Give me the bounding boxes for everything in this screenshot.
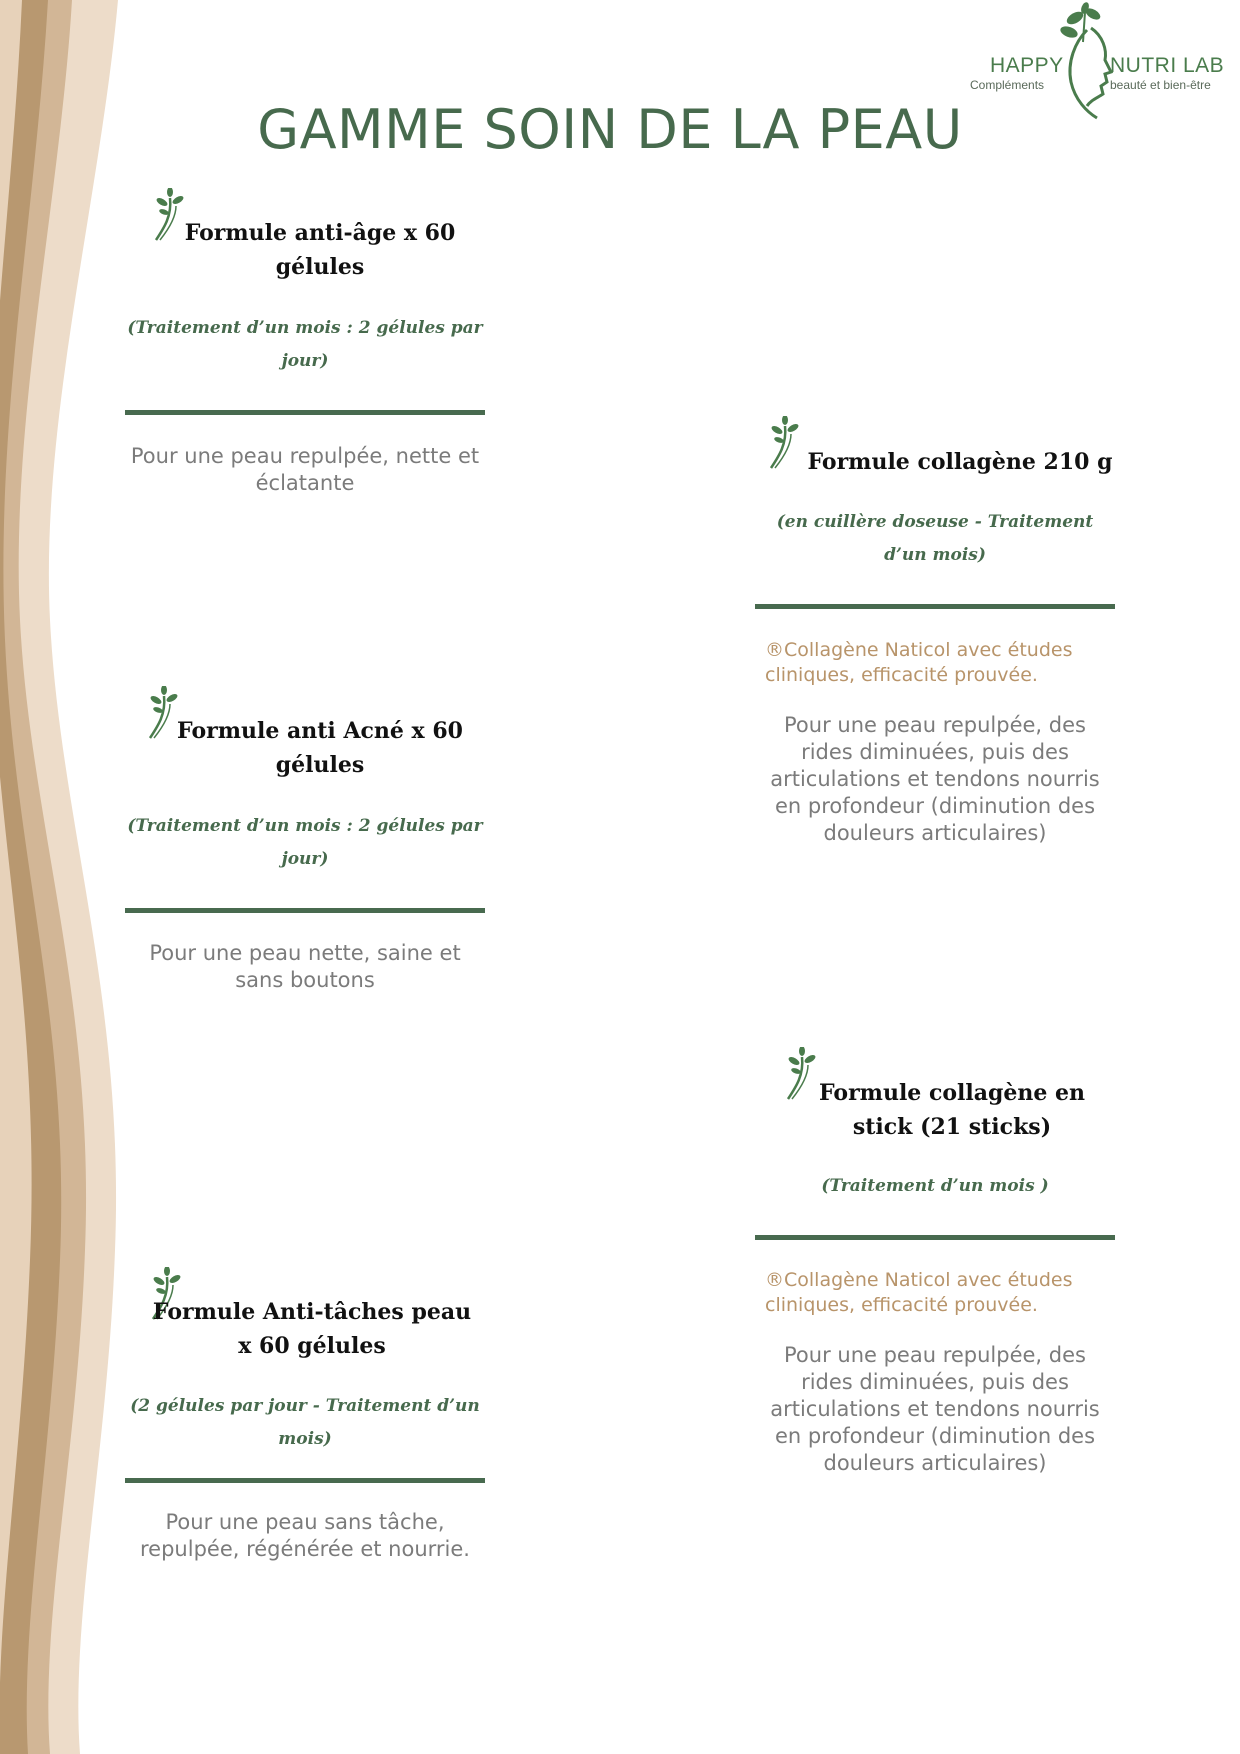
page-title: GAMME SOIN DE LA PEAU [257, 98, 963, 161]
leaf-sprig-icon [765, 416, 799, 470]
product-note: ®Collagène Naticol avec études cliniques, efficacité prouvée. [765, 639, 1073, 686]
divider-line [755, 604, 1115, 609]
product-description: Pour une peau repulpée, des rides diminuées, puis des articulations et tendons nourris en profondeur (diminution des douleurs articulaires) [770, 1343, 1100, 1475]
brand-tagline-left: Compléments [970, 78, 1045, 92]
product-name: Formule Anti-tâches peau x 60 gélules [152, 1299, 472, 1359]
brand-logo [965, 0, 1235, 130]
divider-line [125, 410, 485, 415]
product-subtitle: (2 gélules par jour - Traitement d’un mois) [130, 1396, 480, 1449]
brand-name-left: HAPPY [990, 54, 1064, 77]
divider-line [125, 908, 485, 913]
product-description: Pour une peau nette, saine et sans boutons [149, 941, 461, 992]
product-name: Formule collagène en stick (21 sticks) [818, 1080, 1086, 1140]
product-description: Pour une peau repulpée, des rides diminuées, puis des articulations et tendons nourris en profondeur (diminution des douleurs articulaires) [770, 713, 1100, 845]
product-name: Formule anti Acné x 60 gélules [177, 718, 463, 778]
product-note: ®Collagène Naticol avec études cliniques, efficacité prouvée. [765, 1269, 1073, 1316]
product-subtitle: (Traitement d’un mois : 2 gélules par jour) [127, 816, 483, 869]
product-description: Pour une peau sans tâche, repulpée, régénérée et nourrie. [140, 1510, 470, 1561]
brand-tagline-right: beauté et bien-être [1110, 78, 1211, 92]
product-subtitle: (Traitement d’un mois : 2 gélules par jour) [127, 318, 483, 371]
product-subtitle: (en cuillère doseuse - Traitement d’un mois) [776, 512, 1094, 565]
product-name: Formule anti-âge x 60 gélules [184, 220, 456, 280]
divider-line [755, 1235, 1115, 1240]
decorative-wave-border [0, 0, 130, 1754]
product-subtitle: (Traitement d’un mois ) [821, 1176, 1049, 1196]
product-description: Pour une peau repulpée, nette et éclatante [130, 444, 480, 495]
brand-name-right: NUTRI LAB [1110, 54, 1225, 77]
divider-line [125, 1478, 485, 1483]
product-name: Formule collagène 210 g [807, 449, 1113, 475]
